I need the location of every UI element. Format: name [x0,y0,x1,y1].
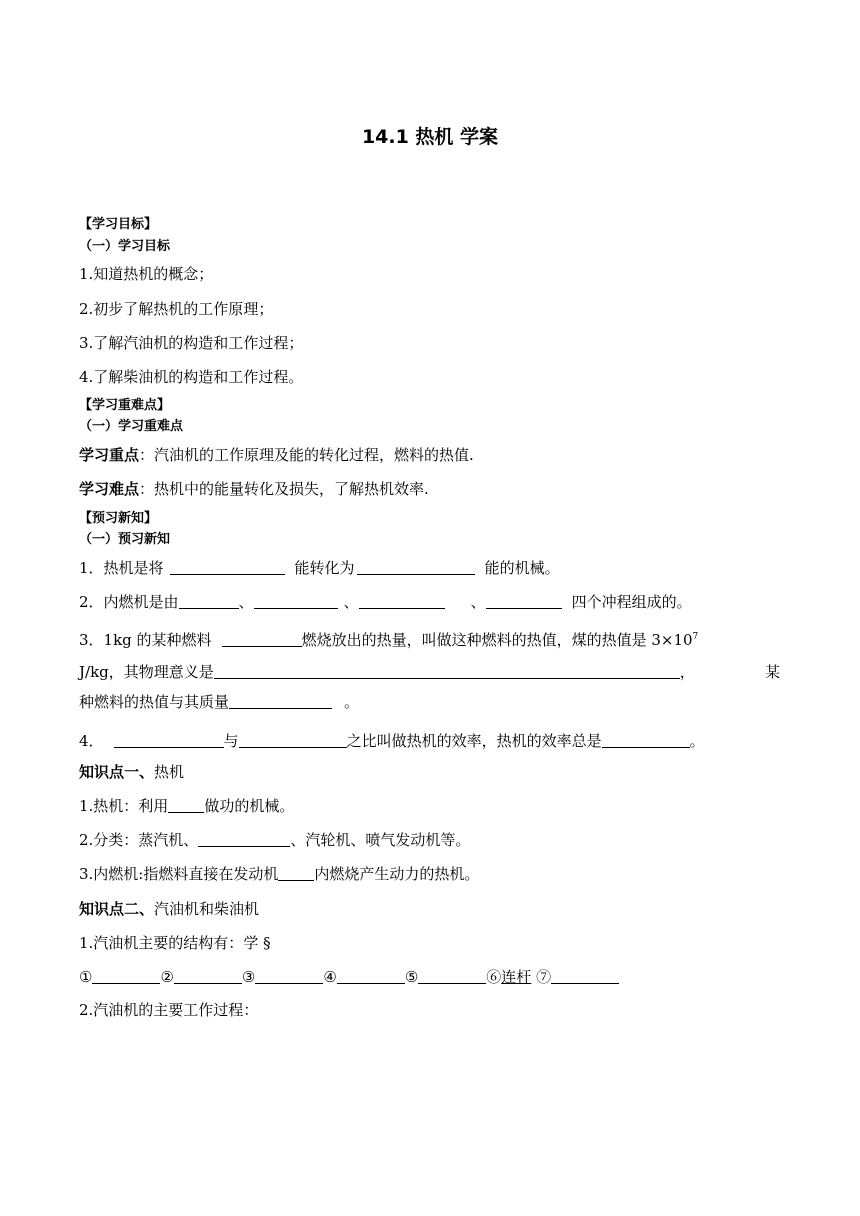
q2-sep: 、 [470,593,486,611]
kp2-structure-list [79,966,619,988]
q2-text-a: 2．内燃机是由 [79,593,179,611]
kp2-line-1: 1.汽油机主要的结构有：学 § [79,934,271,952]
q4-text-a: 4． [79,732,104,750]
answer-blank[interactable] [198,830,290,847]
q1-text-b: 能转化为 [294,559,355,577]
structure-number: ③ [241,968,256,986]
question-4 [79,730,705,752]
q2-text-b: 四个冲程组成的。 [571,593,692,611]
q3-text-g: 。 [344,693,360,711]
answer-blank[interactable] [239,731,347,748]
subheading-preview: （一）预习新知 [79,532,171,547]
question-2 [79,591,692,613]
goal-item: 3.了解汽油机的构造和工作过程； [79,334,304,352]
subheading-goals: （一）学习目标 [79,239,171,254]
answer-blank[interactable] [602,731,690,748]
kp1-text: 做功的机械。 [204,797,295,815]
answer-blank[interactable] [168,796,204,813]
q2-sep: 、 [343,593,359,611]
q3-text-a: 3．1kg 的某种燃料 [79,631,212,649]
answer-blank[interactable] [214,662,680,679]
goal-item: 2.初步了解热机的工作原理； [79,300,274,318]
q3-text-c: J/kg，其物理意义是 [79,663,214,681]
difficulty-label: 学习难点 [79,480,140,498]
answer-blank[interactable] [114,731,224,748]
kp1-label: 知识点一、 [79,763,155,781]
structure-number: ⑤ [404,968,419,986]
difficulty-line [79,478,429,500]
q3-text-d: ， [679,663,695,681]
structure-filled-value: 连杆 [501,968,532,986]
kp1-line-2 [79,829,470,851]
answer-blank[interactable] [359,592,445,609]
question-3-line-2 [79,661,695,683]
kp2-title: 汽油机和柴油机 [154,900,260,918]
q4-text-d: 。 [689,732,705,750]
answer-blank[interactable] [92,967,160,984]
kp1-text: 内燃烧产生动力的热机。 [314,865,480,883]
answer-blank[interactable] [337,967,405,984]
question-1 [79,557,560,579]
answer-blank[interactable] [222,630,302,647]
subheading-keypoints: （一）学习重难点 [79,419,184,434]
goal-item: 1.知道热机的概念； [79,265,214,283]
structure-number: ④ [323,968,337,986]
q1-text-c: 能的机械。 [484,559,560,577]
question-3-line-3 [79,691,359,713]
difficulty-text: ：热机中的能量转化及损失，了解热机效率. [139,480,429,498]
structure-number: ⑥ [486,968,502,986]
answer-blank[interactable] [278,864,314,881]
q3-text-f: 种燃料的热值与其质量 [79,693,230,711]
answer-blank[interactable] [174,967,242,984]
answer-blank[interactable] [170,558,285,575]
answer-blank[interactable] [254,592,338,609]
q3-text-e: 某 [765,663,781,681]
kp1-text: 2.分类：蒸汽机、 [79,831,199,849]
question-3-line-1 [79,626,698,651]
answer-blank[interactable] [418,967,486,984]
section-heading-keypoints: 【学习重难点】 [79,398,171,413]
answer-blank[interactable] [179,592,239,609]
key-point-text: ：汽油机的工作原理及能的转化过程，燃料的热值. [139,446,474,464]
kp1-line-3 [79,863,479,885]
knowledge-point-1-heading [79,761,184,783]
knowledge-point-2-heading [79,898,259,920]
q4-text-b: 与 [223,732,239,750]
kp1-title: 热机 [154,763,185,781]
section-heading-goals: 【学习目标】 [79,217,158,232]
kp1-text: 、汽轮机、喷气发动机等。 [290,831,471,849]
goal-item: 4.了解柴油机的构造和工作过程。 [79,368,304,386]
kp1-text: 1.热机：利用 [79,797,169,815]
answer-blank[interactable] [229,692,332,709]
kp2-label: 知识点二、 [79,900,155,918]
answer-blank[interactable] [255,967,323,984]
key-point-line [79,444,474,466]
kp1-line-1 [79,795,294,817]
section-heading-preview: 【预习新知】 [79,511,158,526]
structure-number: ② [160,968,174,986]
q3-exponent: 7 [692,632,699,642]
page-title: 14.1 热机 学案 [361,126,499,148]
answer-blank[interactable] [357,558,475,575]
answer-blank[interactable] [551,967,619,984]
key-point-label: 学习重点 [79,446,140,464]
q2-sep: 、 [238,593,254,611]
structure-number: ① [79,968,93,986]
q4-text-c: 之比叫做热机的效率，热机的效率总是 [346,732,602,750]
q3-text-b: 燃烧放出的热量，叫做这种燃料的热值，煤的热值是 3×10 [301,631,693,649]
kp2-line-3: 2.汽油机的主要工作过程： [79,1001,259,1019]
q1-text-a: 1．热机是将 [79,559,164,577]
structure-number: ⑦ [536,968,552,986]
answer-blank[interactable] [486,592,562,609]
kp1-text: 3.内燃机:指燃料直接在发动机 [79,865,279,883]
